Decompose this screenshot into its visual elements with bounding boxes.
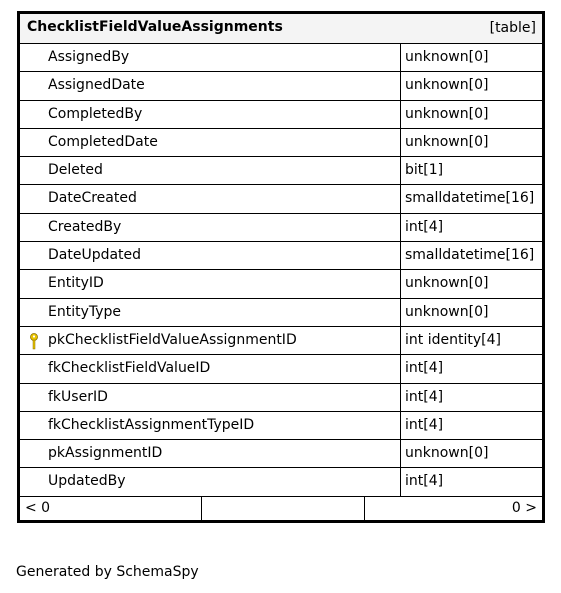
column-type-cell <box>401 468 542 495</box>
column-type-cell <box>401 327 542 354</box>
column-name-cell <box>20 412 401 439</box>
column-type-cell <box>401 44 542 71</box>
column-type: unknown[0] <box>405 275 489 292</box>
parents-cell <box>20 497 202 520</box>
column-row[interactable] <box>20 299 542 327</box>
column-name-cell <box>20 101 401 128</box>
column-row[interactable] <box>20 270 542 298</box>
children-cell <box>365 497 542 520</box>
column-name: CompletedDate <box>48 133 158 150</box>
entity-table <box>17 11 545 523</box>
column-type: int[4] <box>405 218 444 235</box>
column-name-cell <box>20 44 401 71</box>
column-type: unknown[0] <box>405 49 489 65</box>
column-name: pkAssignmentID <box>48 445 163 462</box>
generated-by-label: Generated by SchemaSpy <box>16 564 199 580</box>
column-name: UpdatedBy <box>48 473 126 490</box>
column-type: unknown[0] <box>405 77 489 94</box>
column-name-cell <box>20 299 401 326</box>
column-type-cell <box>401 214 542 241</box>
column-row[interactable] <box>20 384 542 412</box>
entity-header <box>20 14 542 44</box>
column-type-cell <box>401 355 542 382</box>
children-count: 0 > <box>511 499 537 516</box>
key-icon <box>28 333 40 350</box>
column-row[interactable] <box>20 440 542 468</box>
column-row[interactable] <box>20 185 542 213</box>
column-name-cell <box>20 270 401 297</box>
column-name-cell <box>20 129 401 156</box>
relationship-footer <box>20 497 542 520</box>
column-type: int identity[4] <box>405 331 501 348</box>
column-type-cell <box>401 101 542 128</box>
footer-middle-cell <box>202 497 365 520</box>
column-name-cell <box>20 185 401 212</box>
column-name-cell <box>20 384 401 411</box>
column-name: CompletedBy <box>48 105 143 122</box>
column-name: pkChecklistFieldValueAssignmentID <box>48 331 297 348</box>
column-name-cell <box>20 157 401 184</box>
column-type-cell <box>401 185 542 212</box>
column-row[interactable] <box>20 101 542 129</box>
column-row[interactable] <box>20 327 542 355</box>
column-type: unknown[0] <box>405 133 489 150</box>
column-type-cell <box>401 440 542 467</box>
column-name: DateCreated <box>48 190 137 207</box>
column-name-cell <box>20 355 401 382</box>
column-row[interactable] <box>20 157 542 185</box>
column-type: unknown[0] <box>405 303 489 320</box>
column-type: int[4] <box>405 388 444 405</box>
column-name: CreatedBy <box>48 218 122 235</box>
entity-kind: [table] <box>489 20 536 36</box>
column-row[interactable] <box>20 214 542 242</box>
column-type-cell <box>401 72 542 99</box>
column-row[interactable] <box>20 242 542 270</box>
column-type-cell <box>401 270 542 297</box>
column-name: fkUserID <box>48 388 108 405</box>
column-type: unknown[0] <box>405 105 489 122</box>
column-type: int[4] <box>405 473 444 490</box>
column-name: Deleted <box>48 162 103 179</box>
column-type-cell <box>401 299 542 326</box>
column-row[interactable] <box>20 44 542 72</box>
column-list <box>20 44 542 497</box>
column-name: fkChecklistAssignmentTypeID <box>48 416 255 433</box>
column-name-cell <box>20 468 401 495</box>
column-name: AssignedDate <box>48 77 145 94</box>
column-type-cell <box>401 157 542 184</box>
column-type: smalldatetime[16] <box>405 247 535 264</box>
column-name-cell <box>20 214 401 241</box>
column-row[interactable] <box>20 468 542 496</box>
column-type-cell <box>401 384 542 411</box>
column-name: AssignedBy <box>48 49 130 65</box>
column-type: int[4] <box>405 360 444 377</box>
parents-count: < 0 <box>25 499 51 516</box>
column-name-cell <box>20 440 401 467</box>
column-row[interactable] <box>20 72 542 100</box>
column-type: int[4] <box>405 416 444 433</box>
column-name-cell <box>20 242 401 269</box>
column-type: smalldatetime[16] <box>405 190 535 207</box>
column-type-cell <box>401 412 542 439</box>
column-type-cell <box>401 129 542 156</box>
column-name-cell <box>20 327 401 354</box>
column-row[interactable] <box>20 355 542 383</box>
column-name: DateUpdated <box>48 247 142 264</box>
column-type: unknown[0] <box>405 445 489 462</box>
column-name: EntityID <box>48 275 104 292</box>
column-name: EntityType <box>48 303 122 320</box>
entity-title[interactable]: ChecklistFieldValueAssignments <box>27 19 283 35</box>
column-row[interactable] <box>20 129 542 157</box>
column-type: bit[1] <box>405 162 444 179</box>
column-type-cell <box>401 242 542 269</box>
column-name-cell <box>20 72 401 99</box>
column-row[interactable] <box>20 412 542 440</box>
column-name: fkChecklistFieldValueID <box>48 360 211 377</box>
